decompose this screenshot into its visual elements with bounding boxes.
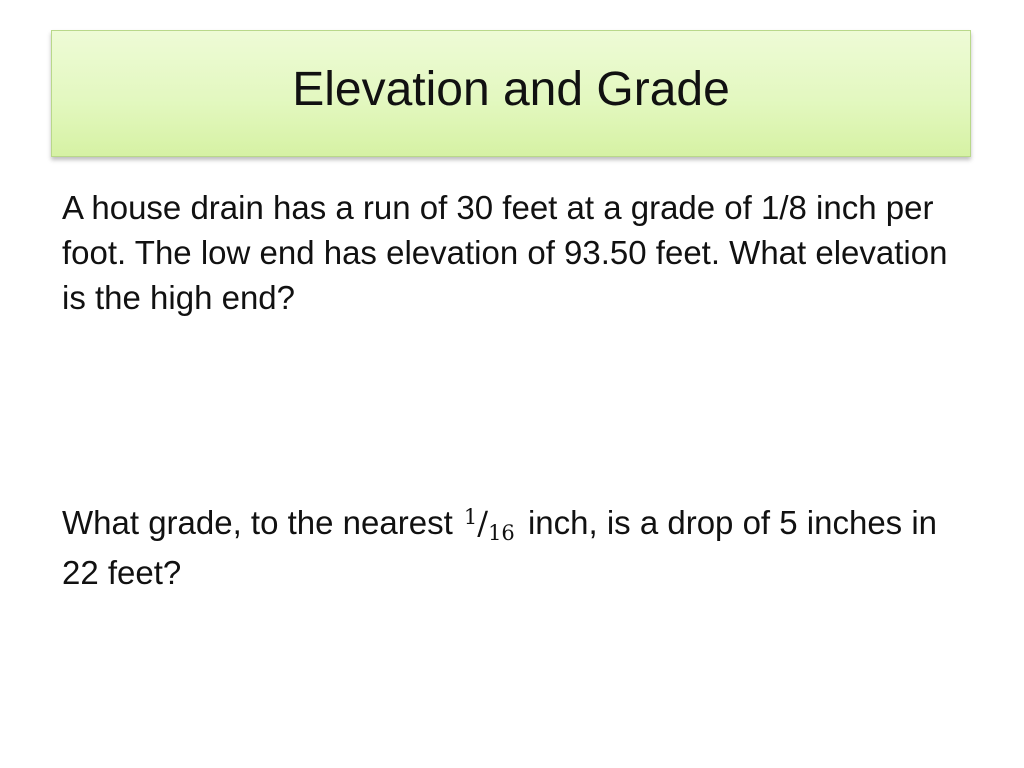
- question-2: [62, 500, 962, 595]
- fraction-numerator: 1: [463, 505, 478, 529]
- question-2-after: inch, is a drop of 5 inches in 22 feet?: [62, 504, 938, 591]
- fraction-slash: /: [477, 504, 489, 542]
- slide-title: Elevation and Grade: [292, 63, 730, 116]
- title-banner: [51, 30, 971, 157]
- question-2-before: What grade, to the nearest: [62, 504, 453, 541]
- fraction-denominator: 16: [488, 521, 515, 545]
- question-1: A house drain has a run of 30 feet at a grade of 1/8 inch per foot. The low end has elevation of 93.50 feet. What elevation is the high end?: [62, 189, 948, 316]
- fraction-one-sixteenth: [463, 504, 515, 545]
